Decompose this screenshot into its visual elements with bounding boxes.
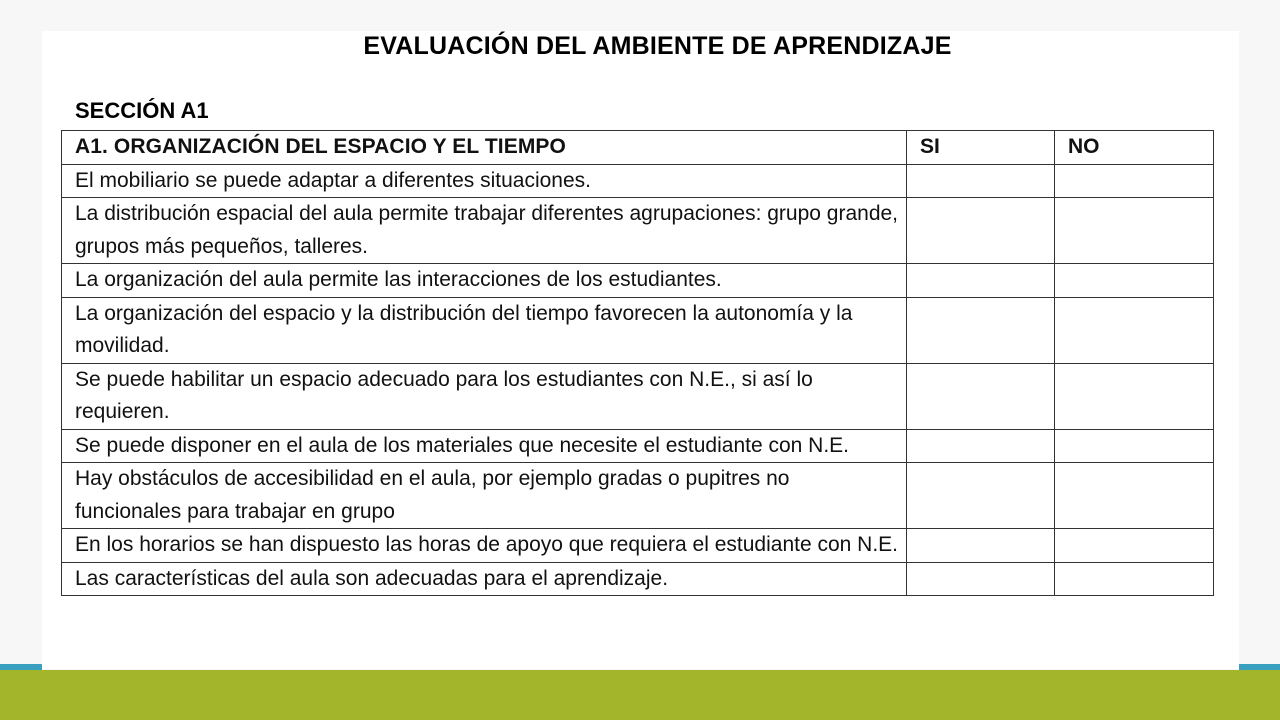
criterion-cell: La organización del espacio y la distribución del tiempo favorecen la autonomía y la movilidad. — [62, 297, 907, 363]
criterion-cell: La distribución espacial del aula permite trabajar diferentes agrupaciones: grupo grande, grupos más pequeños, talleres. — [62, 198, 907, 264]
table-row — [62, 529, 1214, 563]
table-row — [62, 363, 1214, 429]
no-cell[interactable] — [1055, 562, 1214, 596]
table-row — [62, 463, 1214, 529]
si-cell[interactable] — [907, 429, 1055, 463]
footer-band — [0, 670, 1280, 720]
header-no: NO — [1055, 131, 1214, 165]
table-row — [62, 198, 1214, 264]
no-cell[interactable] — [1055, 164, 1214, 198]
header-si: SI — [907, 131, 1055, 165]
criterion-cell: El mobiliario se puede adaptar a diferentes situaciones. — [62, 164, 907, 198]
table-header-row — [62, 131, 1214, 165]
section-heading: SECCIÓN A1 — [75, 98, 209, 123]
no-cell[interactable] — [1055, 198, 1214, 264]
table-row — [62, 562, 1214, 596]
no-cell[interactable] — [1055, 529, 1214, 563]
document-title-text: EVALUACIÓN DEL AMBIENTE DE APRENDIZAJE — [363, 32, 952, 60]
table-row — [62, 264, 1214, 298]
criterion-cell: En los horarios se han dispuesto las horas de apoyo que requiera el estudiante con N.E. — [62, 529, 907, 563]
criterion-cell: La organización del aula permite las interacciones de los estudiantes. — [62, 264, 907, 298]
criterion-cell: Se puede disponer en el aula de los materiales que necesite el estudiante con N.E. — [62, 429, 907, 463]
no-cell[interactable] — [1055, 264, 1214, 298]
header-criterion: A1. ORGANIZACIÓN DEL ESPACIO Y EL TIEMPO — [62, 131, 907, 165]
evaluation-table — [61, 130, 1214, 596]
no-cell[interactable] — [1055, 429, 1214, 463]
si-cell[interactable] — [907, 164, 1055, 198]
table-row — [62, 429, 1214, 463]
si-cell[interactable] — [907, 198, 1055, 264]
si-cell[interactable] — [907, 297, 1055, 363]
criterion-cell: Hay obstáculos de accesibilidad en el aula, por ejemplo gradas o pupitres no funcionales para trabajar en grupo — [62, 463, 907, 529]
criterion-cell: Las características del aula son adecuadas para el aprendizaje. — [62, 562, 907, 596]
si-cell[interactable] — [907, 363, 1055, 429]
si-cell[interactable] — [907, 529, 1055, 563]
table-row — [62, 164, 1214, 198]
document-title — [0, 31, 1280, 61]
si-cell[interactable] — [907, 463, 1055, 529]
table-row — [62, 297, 1214, 363]
no-cell[interactable] — [1055, 363, 1214, 429]
no-cell[interactable] — [1055, 297, 1214, 363]
si-cell[interactable] — [907, 264, 1055, 298]
si-cell[interactable] — [907, 562, 1055, 596]
no-cell[interactable] — [1055, 463, 1214, 529]
criterion-cell: Se puede habilitar un espacio adecuado para los estudiantes con N.E., si así lo requieren. — [62, 363, 907, 429]
